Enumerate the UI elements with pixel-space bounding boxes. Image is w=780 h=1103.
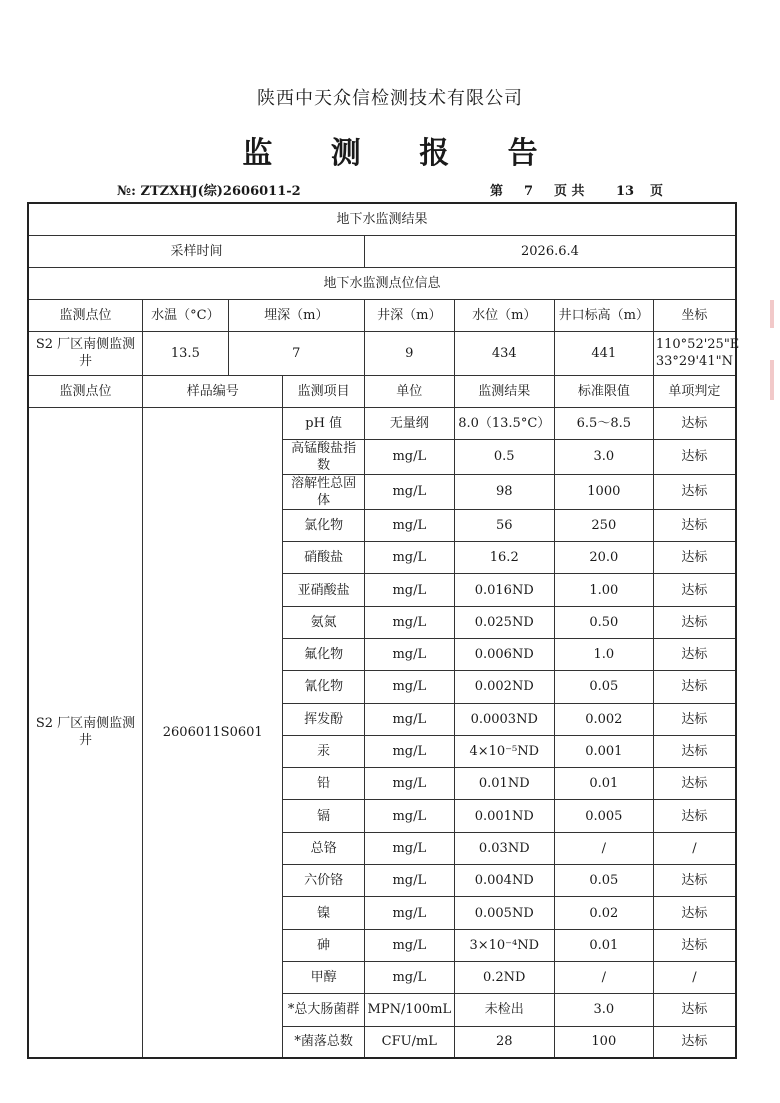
unit: mg/L xyxy=(364,929,454,961)
result-value: 0.0003ND xyxy=(454,703,554,735)
unit: mg/L xyxy=(364,474,454,509)
unit: mg/L xyxy=(364,574,454,606)
result-header-point: 监测点位 xyxy=(28,375,143,407)
judgement: 达标 xyxy=(653,768,736,800)
result-value: 3×10⁻⁴ND xyxy=(454,929,554,961)
unit: MPN/100mL xyxy=(364,994,454,1026)
test-item: 溶解性总固体 xyxy=(283,474,365,509)
test-item: 甲醇 xyxy=(283,961,365,993)
unit: 无量纲 xyxy=(364,407,454,439)
result-value: 0.2ND xyxy=(454,961,554,993)
judgement: 达标 xyxy=(653,800,736,832)
info-point: S2 厂区南侧监测井 xyxy=(28,331,143,375)
result-value: 0.004ND xyxy=(454,865,554,897)
info-water-level: 434 xyxy=(454,331,554,375)
company-name: 陕西中天众信检测技术有限公司 xyxy=(257,88,523,109)
monitoring-results-table xyxy=(27,202,740,1059)
info-coordinates xyxy=(653,331,740,375)
standard-limit: 20.0 xyxy=(554,542,653,574)
result-point: S2 厂区南侧监测井 xyxy=(28,407,143,1058)
standard-limit: 3.0 xyxy=(554,994,653,1026)
unit: mg/L xyxy=(364,800,454,832)
unit: mg/L xyxy=(364,638,454,670)
standard-limit: 0.01 xyxy=(554,768,653,800)
judgement: 达标 xyxy=(653,929,736,961)
report-title: 监 测 报 告 xyxy=(242,136,562,171)
unit: mg/L xyxy=(364,606,454,638)
judgement: 达标 xyxy=(653,897,736,929)
info-water-temp: 13.5 xyxy=(143,331,229,375)
standard-limit: 100 xyxy=(554,1026,653,1058)
standard-limit: 1.00 xyxy=(554,574,653,606)
standard-limit: 0.02 xyxy=(554,897,653,929)
coordinate-latitude: 33°29'41"N xyxy=(655,354,733,369)
result-header-sample-no: 样品编号 xyxy=(143,375,283,407)
unit: mg/L xyxy=(364,961,454,993)
unit: mg/L xyxy=(364,542,454,574)
info-header-well-depth: 井深（m） xyxy=(364,299,454,331)
result-value: 0.5 xyxy=(454,439,554,474)
judgement: / xyxy=(653,832,736,864)
info-header-point: 监测点位 xyxy=(28,299,143,331)
test-item: 汞 xyxy=(283,735,365,767)
result-header-unit: 单位 xyxy=(364,375,454,407)
judgement: 达标 xyxy=(653,439,736,474)
judgement: / xyxy=(653,961,736,993)
unit: CFU/mL xyxy=(364,1026,454,1058)
page-indicator xyxy=(490,180,663,199)
judgement: 达标 xyxy=(653,474,736,509)
judgement: 达标 xyxy=(653,509,736,541)
result-value: 未检出 xyxy=(454,994,554,1026)
judgement: 达标 xyxy=(653,1026,736,1058)
result-value: 0.03ND xyxy=(454,832,554,864)
unit: mg/L xyxy=(364,735,454,767)
unit: mg/L xyxy=(364,865,454,897)
sample-number: 2606011S0601 xyxy=(143,407,283,1058)
standard-limit: 3.0 xyxy=(554,439,653,474)
standard-limit: 0.50 xyxy=(554,606,653,638)
info-wellhead-elevation: 441 xyxy=(554,331,653,375)
test-item: 硝酸盐 xyxy=(283,542,365,574)
sampling-time-label: 采样时间 xyxy=(28,235,364,267)
test-item: 砷 xyxy=(283,929,365,961)
test-item: *菌落总数 xyxy=(283,1026,365,1058)
section-title: 地下水监测结果 xyxy=(28,203,736,235)
coordinate-longitude: 110°52'25"E xyxy=(655,337,740,352)
result-header-judgement: 单项判定 xyxy=(653,375,736,407)
judgement: 达标 xyxy=(653,865,736,897)
standard-limit: 1000 xyxy=(554,474,653,509)
result-header-result: 监测结果 xyxy=(454,375,554,407)
info-header-wellhead-elevation: 井口标高（m） xyxy=(554,299,653,331)
result-value: 98 xyxy=(454,474,554,509)
test-item: 氨氮 xyxy=(283,606,365,638)
result-value: 0.025ND xyxy=(454,606,554,638)
result-value: 0.005ND xyxy=(454,897,554,929)
test-item: 总铬 xyxy=(283,832,365,864)
result-header-limit: 标准限值 xyxy=(554,375,653,407)
result-value: 8.0（13.5°C） xyxy=(454,407,554,439)
judgement: 达标 xyxy=(653,606,736,638)
standard-limit: / xyxy=(554,832,653,864)
test-item: *总大肠菌群 xyxy=(283,994,365,1026)
standard-limit: 0.002 xyxy=(554,703,653,735)
result-value: 0.01ND xyxy=(454,768,554,800)
test-item: 挥发酚 xyxy=(283,703,365,735)
judgement: 达标 xyxy=(653,671,736,703)
unit: mg/L xyxy=(364,439,454,474)
sampling-time-value: 2026.6.4 xyxy=(364,235,736,267)
judgement: 达标 xyxy=(653,407,736,439)
standard-limit: 6.5～8.5 xyxy=(554,407,653,439)
test-item: 镉 xyxy=(283,800,365,832)
judgement: 达标 xyxy=(653,994,736,1026)
result-value: 4×10⁻⁵ND xyxy=(454,735,554,767)
unit: mg/L xyxy=(364,509,454,541)
result-value: 0.016ND xyxy=(454,574,554,606)
judgement: 达标 xyxy=(653,735,736,767)
test-item: 氰化物 xyxy=(283,671,365,703)
test-item: 氟化物 xyxy=(283,638,365,670)
judgement: 达标 xyxy=(653,703,736,735)
standard-limit: 250 xyxy=(554,509,653,541)
result-value: 0.002ND xyxy=(454,671,554,703)
point-info-title: 地下水监测点位信息 xyxy=(28,267,736,299)
standard-limit: / xyxy=(554,961,653,993)
result-value: 56 xyxy=(454,509,554,541)
unit: mg/L xyxy=(364,832,454,864)
judgement: 达标 xyxy=(653,542,736,574)
result-header-item: 监测项目 xyxy=(283,375,365,407)
standard-limit: 0.01 xyxy=(554,929,653,961)
page-total: 13 xyxy=(616,184,635,199)
page-label-mid: 页 共 xyxy=(554,184,585,199)
report-number: №: ZTZXHJ(综)2606011-2 xyxy=(117,184,301,199)
result-value: 28 xyxy=(454,1026,554,1058)
info-burial-depth: 7 xyxy=(228,331,364,375)
test-item: 六价铬 xyxy=(283,865,365,897)
standard-limit: 1.0 xyxy=(554,638,653,670)
standard-limit: 0.05 xyxy=(554,671,653,703)
unit: mg/L xyxy=(364,671,454,703)
standard-limit: 0.005 xyxy=(554,800,653,832)
unit: mg/L xyxy=(364,768,454,800)
page-label-suffix: 页 xyxy=(650,184,664,199)
info-header-coordinates: 坐标 xyxy=(653,299,736,331)
info-header-water-level: 水位（m） xyxy=(454,299,554,331)
test-item: pH 值 xyxy=(283,407,365,439)
info-header-water-temp: 水温（°C） xyxy=(143,299,229,331)
page-current: 7 xyxy=(524,184,534,199)
standard-limit: 0.001 xyxy=(554,735,653,767)
test-item: 亚硝酸盐 xyxy=(283,574,365,606)
result-value: 16.2 xyxy=(454,542,554,574)
edge-stamp-mark xyxy=(770,300,774,328)
edge-stamp-mark xyxy=(770,360,774,400)
result-value: 0.006ND xyxy=(454,638,554,670)
standard-limit: 0.05 xyxy=(554,865,653,897)
table-row xyxy=(28,407,736,439)
unit: mg/L xyxy=(364,703,454,735)
judgement: 达标 xyxy=(653,638,736,670)
unit: mg/L xyxy=(364,897,454,929)
page-label-prefix: 第 xyxy=(490,184,504,199)
test-item: 镍 xyxy=(283,897,365,929)
result-value: 0.001ND xyxy=(454,800,554,832)
test-item: 铅 xyxy=(283,768,365,800)
info-well-depth: 9 xyxy=(364,331,454,375)
info-header-burial-depth: 埋深（m） xyxy=(228,299,364,331)
test-item: 氯化物 xyxy=(283,509,365,541)
judgement: 达标 xyxy=(653,574,736,606)
test-item: 高锰酸盐指数 xyxy=(283,439,365,474)
